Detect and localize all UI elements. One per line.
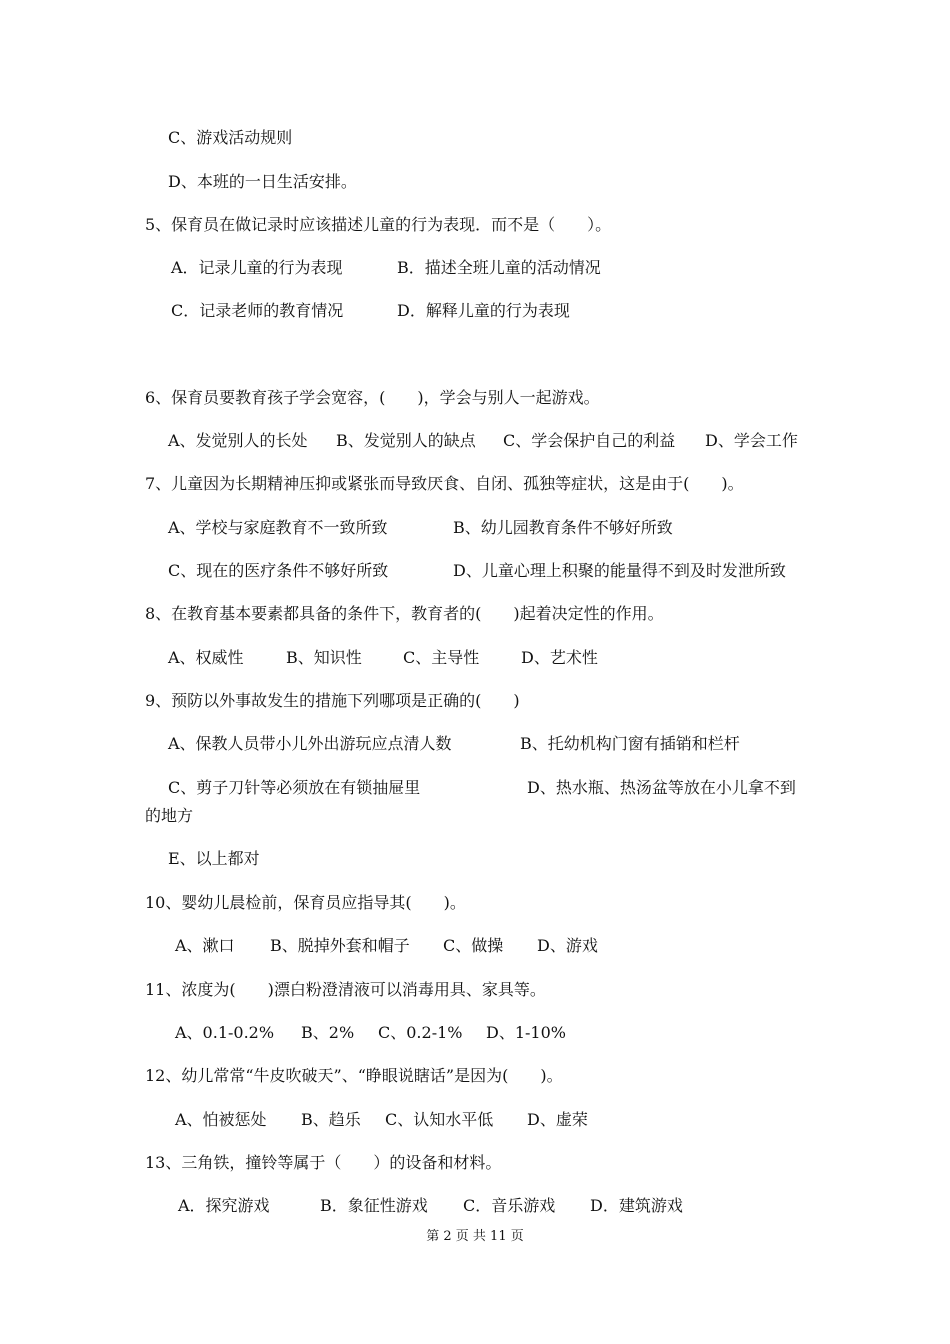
option-7a: A、学校与家庭教育不一致所致 [168, 518, 388, 537]
option-10b: B、脱掉外套和帽子 [270, 936, 410, 955]
option-8c: C、主导性 [403, 648, 480, 667]
option-9d-continued: 的地方 [145, 806, 194, 825]
option-11b: B、2% [301, 1023, 355, 1042]
question-11: 11、浓度为( )漂白粉澄清液可以消毒用具、家具等。 [145, 980, 546, 999]
option-12c: C、认知水平低 [385, 1110, 494, 1129]
option-12b: B、趋乐 [301, 1110, 361, 1129]
option-10d: D、游戏 [537, 936, 598, 955]
question-7: 7、儿童因为长期精神压抑或紧张而导致厌食、自闭、孤独等症状，这是由于( )。 [145, 474, 744, 493]
option-8b: B、知识性 [286, 648, 362, 667]
question-12: 12、幼儿常常“牛皮吹破天”、“睁眼说瞎话”是因为( )。 [145, 1066, 563, 1085]
option-9e: E、以上都对 [168, 849, 260, 868]
option-11c: C、0.2-1% [378, 1023, 463, 1042]
page-footer: 第 2 页 共 11 页 [426, 1229, 524, 1244]
option-6a: A、发觉别人的长处 [168, 431, 308, 450]
question-5: 5、保育员在做记录时应该描述儿童的行为表现．而不是（ ）。 [145, 215, 612, 234]
option-12d: D、虚荣 [527, 1110, 588, 1129]
option-8d: D、艺术性 [521, 648, 598, 667]
option-4d: D、本班的一日生活安排。 [168, 172, 357, 191]
option-6b: B、发觉别人的缺点 [336, 431, 476, 450]
option-9b: B、托幼机构门窗有插销和栏杆 [520, 734, 740, 753]
option-11a: A、0.1-0.2% [175, 1023, 275, 1042]
option-5b: B．描述全班儿童的活动情况 [397, 258, 601, 277]
option-9c: C、剪子刀针等必须放在有锁抽屉里 [168, 778, 421, 797]
option-9d: D、热水瓶、热汤盆等放在小儿拿不到 [527, 778, 796, 797]
option-9a: A、保教人员带小儿外出游玩应点清人数 [168, 734, 452, 753]
option-7d: D、儿童心理上积聚的能量得不到及时发泄所致 [453, 561, 786, 580]
option-7b: B、幼儿园教育条件不够好所致 [453, 518, 673, 537]
option-12a: A、怕被惩处 [175, 1110, 267, 1129]
question-9: 9、预防以外事故发生的措施下列哪项是正确的( ) [145, 691, 520, 710]
option-11d: D、1-10% [486, 1023, 566, 1042]
option-13b: B．象征性游戏 [320, 1196, 428, 1215]
option-5c: C．记录老师的教育情况 [171, 301, 344, 320]
question-13: 13、三角铁，撞铃等属于（ ）的设备和材料。 [145, 1153, 502, 1172]
option-7c: C、现在的医疗条件不够好所致 [168, 561, 389, 580]
option-5d: D．解释儿童的行为表现 [397, 301, 570, 320]
question-8: 8、在教育基本要素都具备的条件下，教育者的( )起着决定性的作用。 [145, 604, 664, 623]
option-10c: C、做操 [443, 936, 504, 955]
option-4c: C、游戏活动规则 [168, 128, 293, 147]
option-10a: A、漱口 [175, 936, 235, 955]
question-10: 10、婴幼儿晨检前，保育员应指导其( )。 [145, 893, 466, 912]
option-5a: A．记录儿童的行为表现 [171, 258, 343, 277]
option-13c: C．音乐游戏 [463, 1196, 556, 1215]
option-6d: D、学会工作 [705, 431, 798, 450]
question-6: 6、保育员要教育孩子学会宽容，( )，学会与别人一起游戏。 [145, 388, 600, 407]
option-6c: C、学会保护自己的利益 [503, 431, 676, 450]
option-13d: D．建筑游戏 [590, 1196, 683, 1215]
option-13a: A．探究游戏 [178, 1196, 270, 1215]
option-8a: A、权威性 [168, 648, 244, 667]
